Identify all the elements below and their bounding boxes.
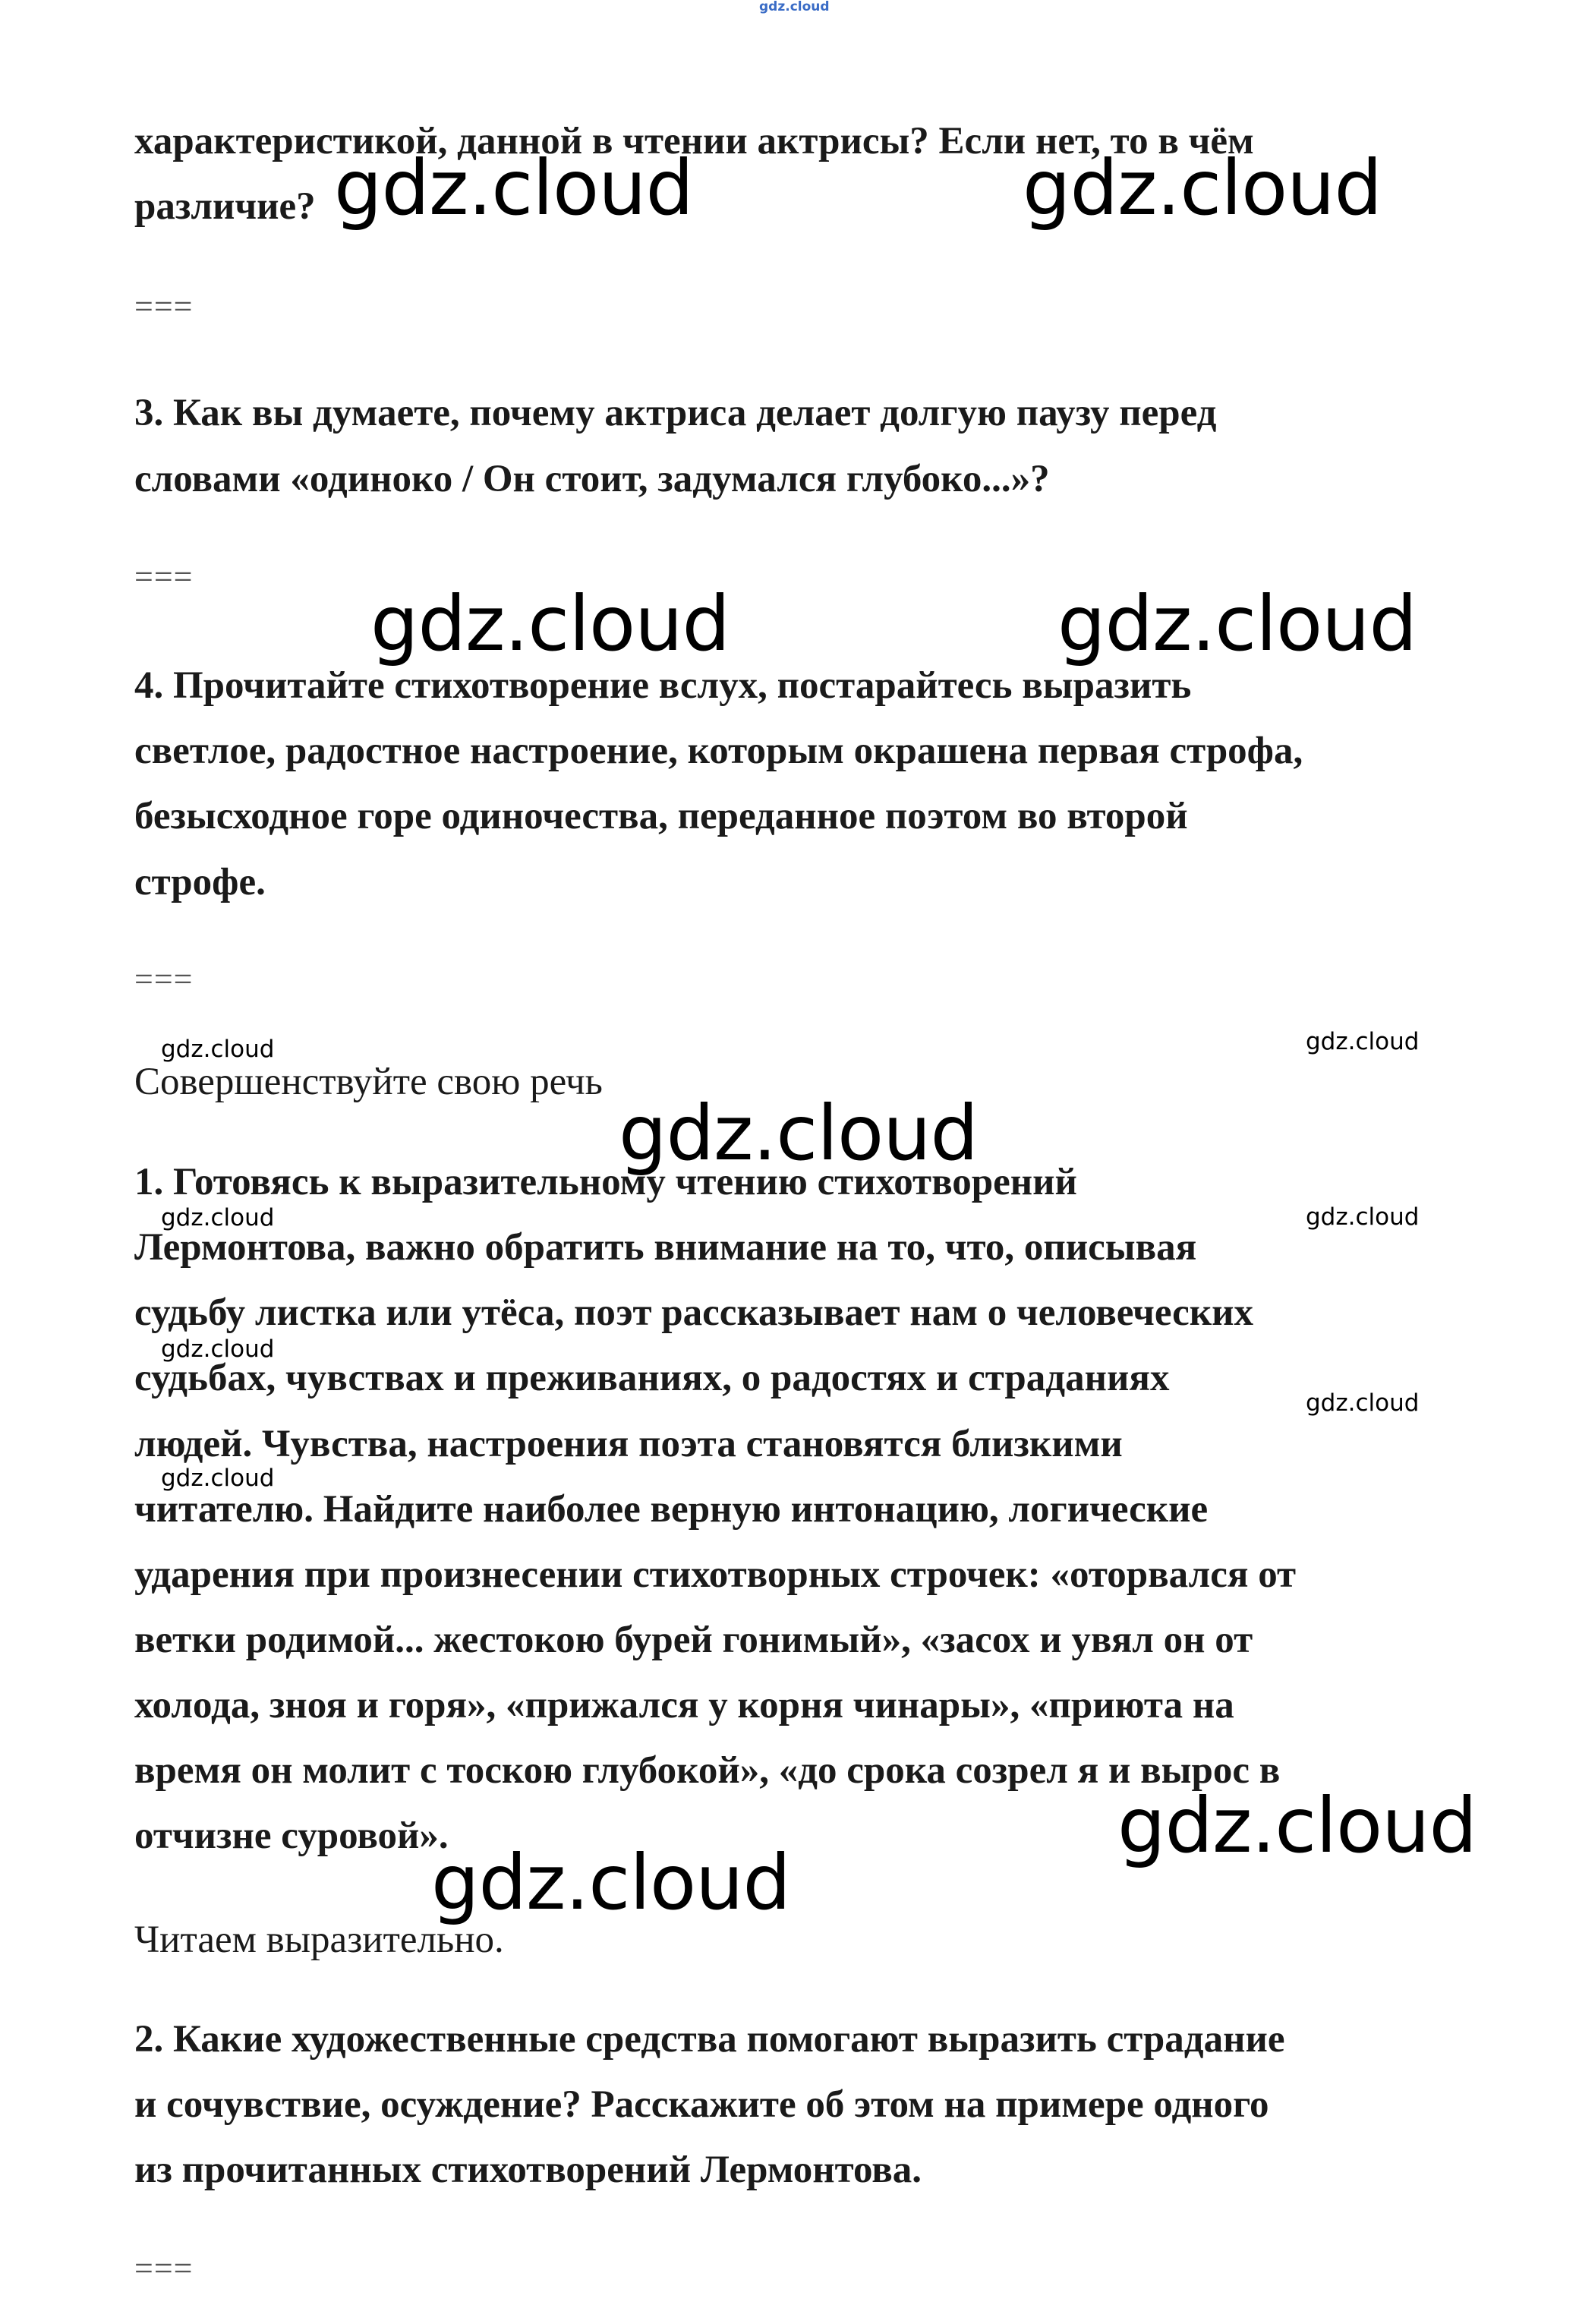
watermark: gdz.cloud xyxy=(334,143,694,232)
watermark-top: gdz.cloud xyxy=(759,0,830,14)
separator: === xyxy=(134,2250,194,2287)
s1-line-4: судьбах, чувствах и пpеживаниях, о радостях и страданиях xyxy=(134,1357,1170,1399)
watermark-small: gdz.cloud xyxy=(1306,1389,1420,1417)
watermark: gdz.cloud xyxy=(1023,143,1382,232)
watermark: gdz.cloud xyxy=(431,1838,791,1927)
s1-line-2: Лермонтова, важно обратить внимание на то, что, описывая xyxy=(134,1226,1197,1269)
watermark: gdz.cloud xyxy=(1117,1781,1477,1870)
s2-line-2: и сочувствие, осуждение? Расскажите об этом на примере одного xyxy=(134,2083,1269,2126)
s1-line-1: 1. Готовясь к выразительному чтению стихотворений xyxy=(134,1161,1077,1203)
q2-line-1: характеристикой, данной в чтении актрисы? Если нет, то в чём xyxy=(134,120,1254,162)
watermark-small: gdz.cloud xyxy=(161,1204,275,1231)
watermark-small: gdz.cloud xyxy=(161,1465,275,1492)
watermark: gdz.cloud xyxy=(370,579,730,668)
q4-line-4: строфе. xyxy=(134,861,266,903)
s1-line-8: ветки родимой... жестокою бурей гонимый», «засох и увял он от xyxy=(134,1619,1253,1661)
separator: === xyxy=(134,558,194,595)
separator: === xyxy=(134,960,194,998)
watermark-small: gdz.cloud xyxy=(1306,1203,1420,1231)
q3-line-1: 3. Как вы думаете, почему актриса делает долгую паузу перед xyxy=(134,392,1217,434)
s1-line-6: читателю. Найдите наиболее верную интонацию, логические xyxy=(134,1488,1209,1531)
s1-line-10: время он молит с тоскою глубокой», «до срока созрел я и вырос в xyxy=(134,1749,1281,1792)
s1-line-11: отчизне суровой». xyxy=(134,1815,449,1857)
s1-line-5: людей. Чувства, настроения поэта становятся близкими xyxy=(134,1423,1123,1465)
answer-text: Читаем выразительно. xyxy=(134,1919,504,1961)
q4-line-3: безысходное горе одиночества, переданное поэтом во второй xyxy=(134,795,1188,837)
watermark-small: gdz.cloud xyxy=(161,1036,275,1063)
watermark-small: gdz.cloud xyxy=(1306,1028,1420,1055)
q4-line-2: светлое, радостное настроение, которым окрашена первая строфа, xyxy=(134,730,1303,772)
watermark: gdz.cloud xyxy=(1057,579,1417,668)
s1-line-9: холода, зноя и горя», «прижался у корня чинары», «приюта на xyxy=(134,1684,1234,1726)
watermark-small: gdz.cloud xyxy=(161,1335,275,1363)
q3-line-2: словами «одиноко / Он стоит, задумался глубоко...»? xyxy=(134,458,1050,500)
section-title: Совершенствуйте свою речь xyxy=(134,1061,603,1103)
s2-line-3: из прочитанных стихотворений Лермонтова. xyxy=(134,2149,922,2191)
q4-line-1: 4. Прочитайте стихотворение вслух, постарайтесь выразить xyxy=(134,664,1192,707)
watermark: gdz.cloud xyxy=(619,1089,979,1178)
s2-line-1: 2. Какие художественные средства помогают выразить страдание xyxy=(134,2018,1285,2061)
s1-line-7: ударения при произнесении стихотворных строчек: «оторвался от xyxy=(134,1553,1297,1596)
q2-line-2: различие? xyxy=(134,185,316,228)
s1-line-3: судьбу листка или утёса, поэт рассказывает нам о человеческих xyxy=(134,1291,1254,1334)
separator: === xyxy=(134,288,194,325)
